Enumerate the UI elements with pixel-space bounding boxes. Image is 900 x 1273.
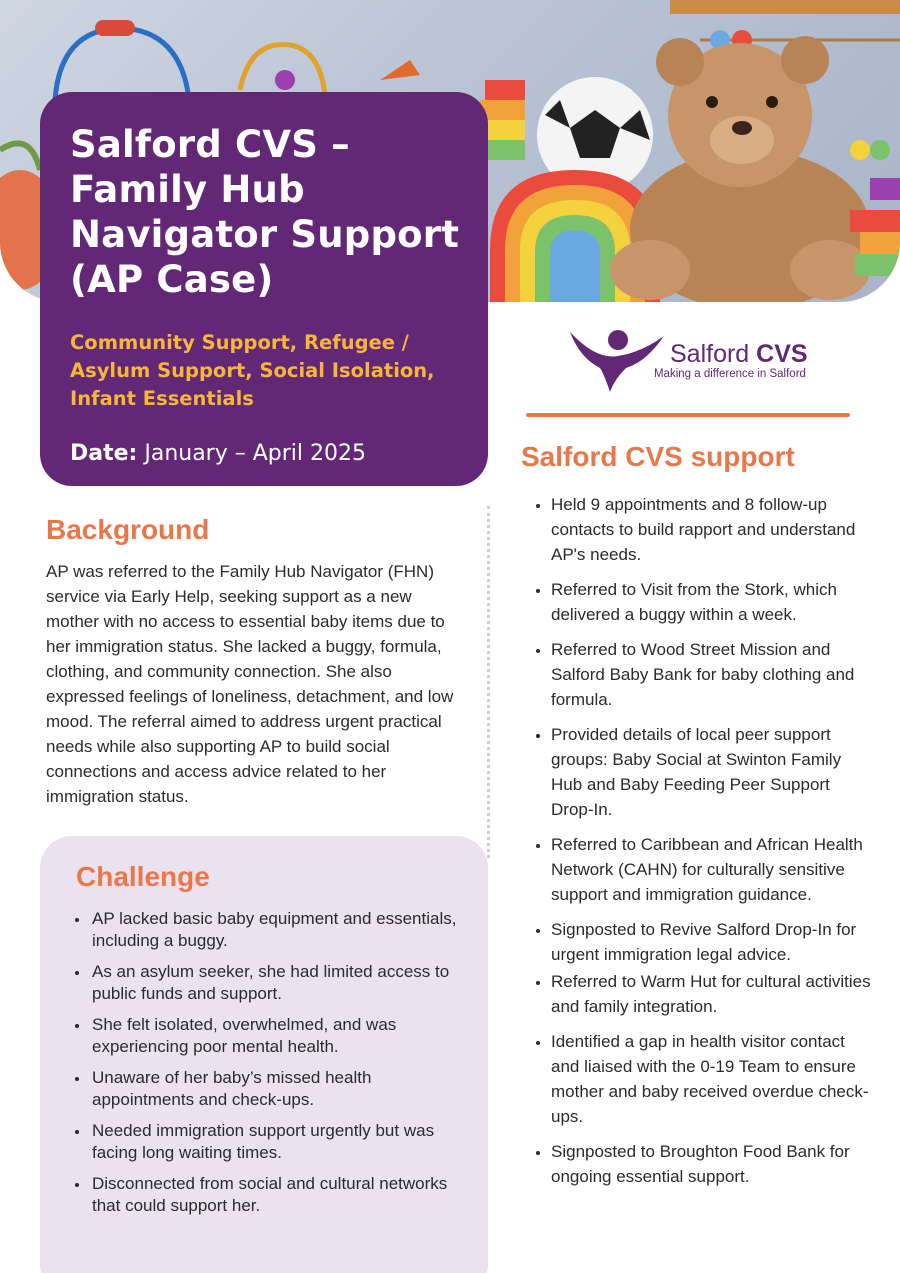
- case-tags: Community Support, Refugee / Asylum Support, Social Isolation, Infant Essentials: [70, 331, 435, 410]
- list-item: • AP lacked basic baby equipment and essentials, including a buggy.: [90, 908, 458, 952]
- list-item: • Identified a gap in health visitor contact and liaised with the 0-19 Team to ensure mother and baby received overdue check-ups.: [551, 1029, 871, 1129]
- background-heading: Background: [46, 514, 210, 545]
- case-date: [70, 439, 458, 469]
- support-section: [521, 440, 871, 1199]
- list-item: • Referred to Visit from the Stork, which delivered a buggy within a week.: [551, 577, 871, 627]
- list-item: • Signposted to Revive Salford Drop-In for urgent immigration legal advice.: [551, 917, 871, 967]
- list-item: • Needed immigration support urgently but was facing long waiting times.: [90, 1120, 458, 1164]
- background-body: AP was referred to the Family Hub Navigator (FHN) service via Early Help, seeking support as a new mother with no access to essential baby items due to her immigration status. She lacked a buggy, formula, clothing, and community connection. She also expressed feelings of loneliness, detachment, and low mood. The referral aimed to address urgent practical needs while also supporting AP to build social connections and access advice related to her immigration status.: [46, 562, 454, 806]
- list-item: • Provided details of local peer support groups: Baby Social at Swinton Family Hub and Baby Feeding Peer Support Drop-In.: [551, 722, 871, 822]
- logo-brand: [670, 340, 808, 369]
- challenge-heading: Challenge: [76, 861, 210, 892]
- challenge-list: [76, 908, 458, 1217]
- orange-divider: [526, 413, 850, 417]
- logo-brand-bold: CVS: [756, 340, 808, 368]
- list-item: • She felt isolated, overwhelmed, and was experiencing poor mental health.: [90, 1014, 458, 1058]
- page-title: Salford CVS – Family Hub Navigator Support (AP Case): [70, 123, 460, 301]
- list-item: • Disconnected from social and cultural networks that could support her.: [90, 1173, 458, 1217]
- list-item: • Referred to Warm Hut for cultural activities and family integration.: [551, 969, 871, 1019]
- logo-brand-regular: Salford: [670, 340, 757, 368]
- list-item: • Referred to Wood Street Mission and Salford Baby Bank for baby clothing and formula.: [551, 637, 871, 712]
- list-item: • Unaware of her baby’s missed health appointments and check-ups.: [90, 1067, 458, 1111]
- list-item: • Held 9 appointments and 8 follow-up contacts to build rapport and understand AP's needs.: [551, 492, 871, 567]
- title-card: [40, 92, 488, 486]
- support-heading: Salford CVS support: [521, 441, 795, 472]
- date-value: January – April 2025: [144, 441, 366, 466]
- list-item: • As an asylum seeker, she had limited access to public funds and support.: [90, 961, 458, 1005]
- logo-tagline: Making a difference in Salford: [654, 368, 806, 380]
- list-item: • Signposted to Broughton Food Bank for ongoing essential support.: [551, 1139, 871, 1189]
- background-section: [46, 513, 466, 809]
- support-list: [521, 492, 871, 1189]
- list-item: • Referred to Caribbean and African Health Network (CAHN) for culturally sensitive support and immigration guidance.: [551, 832, 871, 907]
- logo-figure-icon: [566, 328, 666, 394]
- challenge-section: [40, 836, 488, 1273]
- column-divider: [487, 506, 490, 858]
- date-label: Date:: [70, 441, 138, 466]
- salford-cvs-logo: [566, 328, 826, 394]
